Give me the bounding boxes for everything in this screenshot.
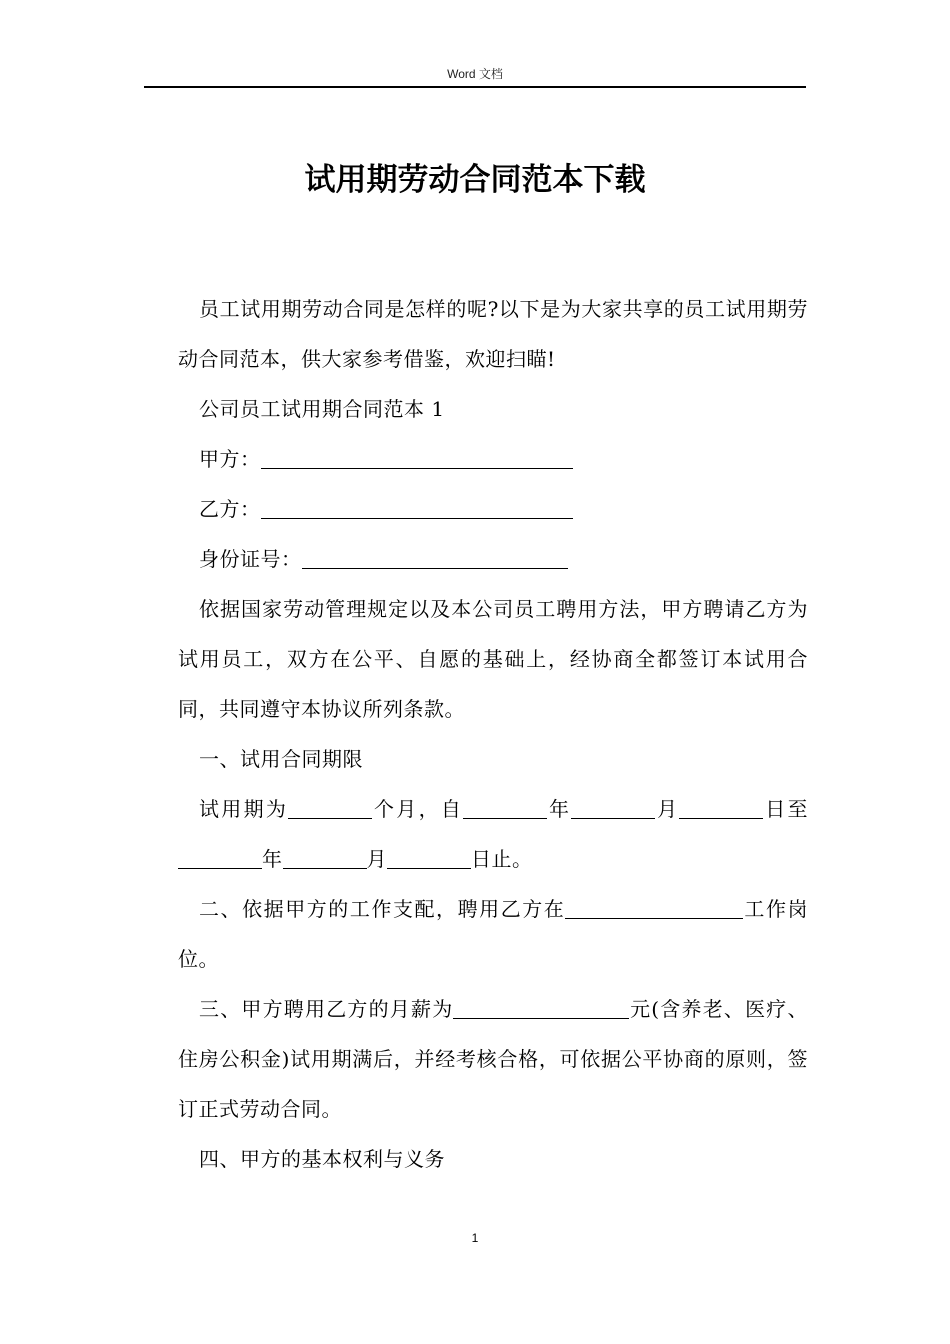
end-year-blank [178, 846, 262, 869]
header-rule [144, 86, 806, 88]
party-b-line [178, 484, 808, 534]
document-body [178, 284, 808, 1184]
preamble-paragraph: 依据国家劳动管理规定以及本公司员工聘用方法，甲方聘请乙方为试用员工，双方在公平、自愿的基础上，经协商全都签订本试用合同，共同遵守本协议所列条款。 [178, 597, 808, 721]
section-4-heading: 四、甲方的基本权利与义务 [199, 1147, 445, 1171]
section-3-text-2: 元(含养老、医疗、住房公积金)试用期满后，并经考核合格，可依据公平协商的原则，签订正式劳动合同。 [178, 997, 809, 1121]
section-1-text-4: 月 [655, 797, 680, 821]
id-number-label: 身份证号： [199, 547, 302, 571]
section-2-text-1: 二、依据甲方的工作支配，聘用乙方在 [199, 897, 566, 921]
end-day-blank [387, 846, 471, 869]
party-a-label: 甲方： [199, 447, 261, 471]
section-1-text-5: 日至 [763, 797, 809, 821]
position-blank [565, 896, 743, 919]
section-3-text-1: 三、甲方聘用乙方的月薪为 [199, 997, 454, 1021]
party-a-line [178, 434, 808, 484]
party-b-label: 乙方： [199, 497, 261, 521]
section-3-paragraph [178, 984, 808, 1134]
section-2-paragraph [178, 884, 808, 984]
start-month-blank [571, 796, 655, 819]
start-day-blank [679, 796, 763, 819]
sample-title: 公司员工试用期合同范本 1 [199, 397, 445, 421]
id-number-line [178, 534, 808, 584]
party-a-blank [261, 446, 573, 469]
intro-paragraph: 员工试用期劳动合同是怎样的呢?以下是为大家共享的员工试用期劳动合同范本，供大家参考借鉴，欢迎扫瞄! [178, 297, 808, 371]
section-1-heading: 一、试用合同期限 [199, 747, 363, 771]
section-1-text-1: 试用期为 [199, 797, 289, 821]
document-title: 试用期劳动合同范本下载 [304, 162, 646, 198]
section-1-text-8: 日止。 [471, 847, 533, 871]
page-header: Word 文档 [447, 67, 503, 81]
section-2-text-2: 工作岗位。 [178, 897, 809, 971]
section-1-text-3: 年 [547, 797, 572, 821]
section-1-text-6: 年 [262, 847, 283, 871]
section-1-text-2: 个月，自 [372, 797, 464, 821]
page-number: 1 [471, 1231, 479, 1245]
months-blank [288, 796, 372, 819]
salary-blank [453, 996, 629, 1019]
section-1-text-7: 月 [366, 847, 387, 871]
start-year-blank [463, 796, 547, 819]
party-b-blank [261, 496, 573, 519]
section-1-paragraph [178, 784, 808, 884]
id-number-blank [302, 546, 568, 569]
end-month-blank [283, 846, 367, 869]
